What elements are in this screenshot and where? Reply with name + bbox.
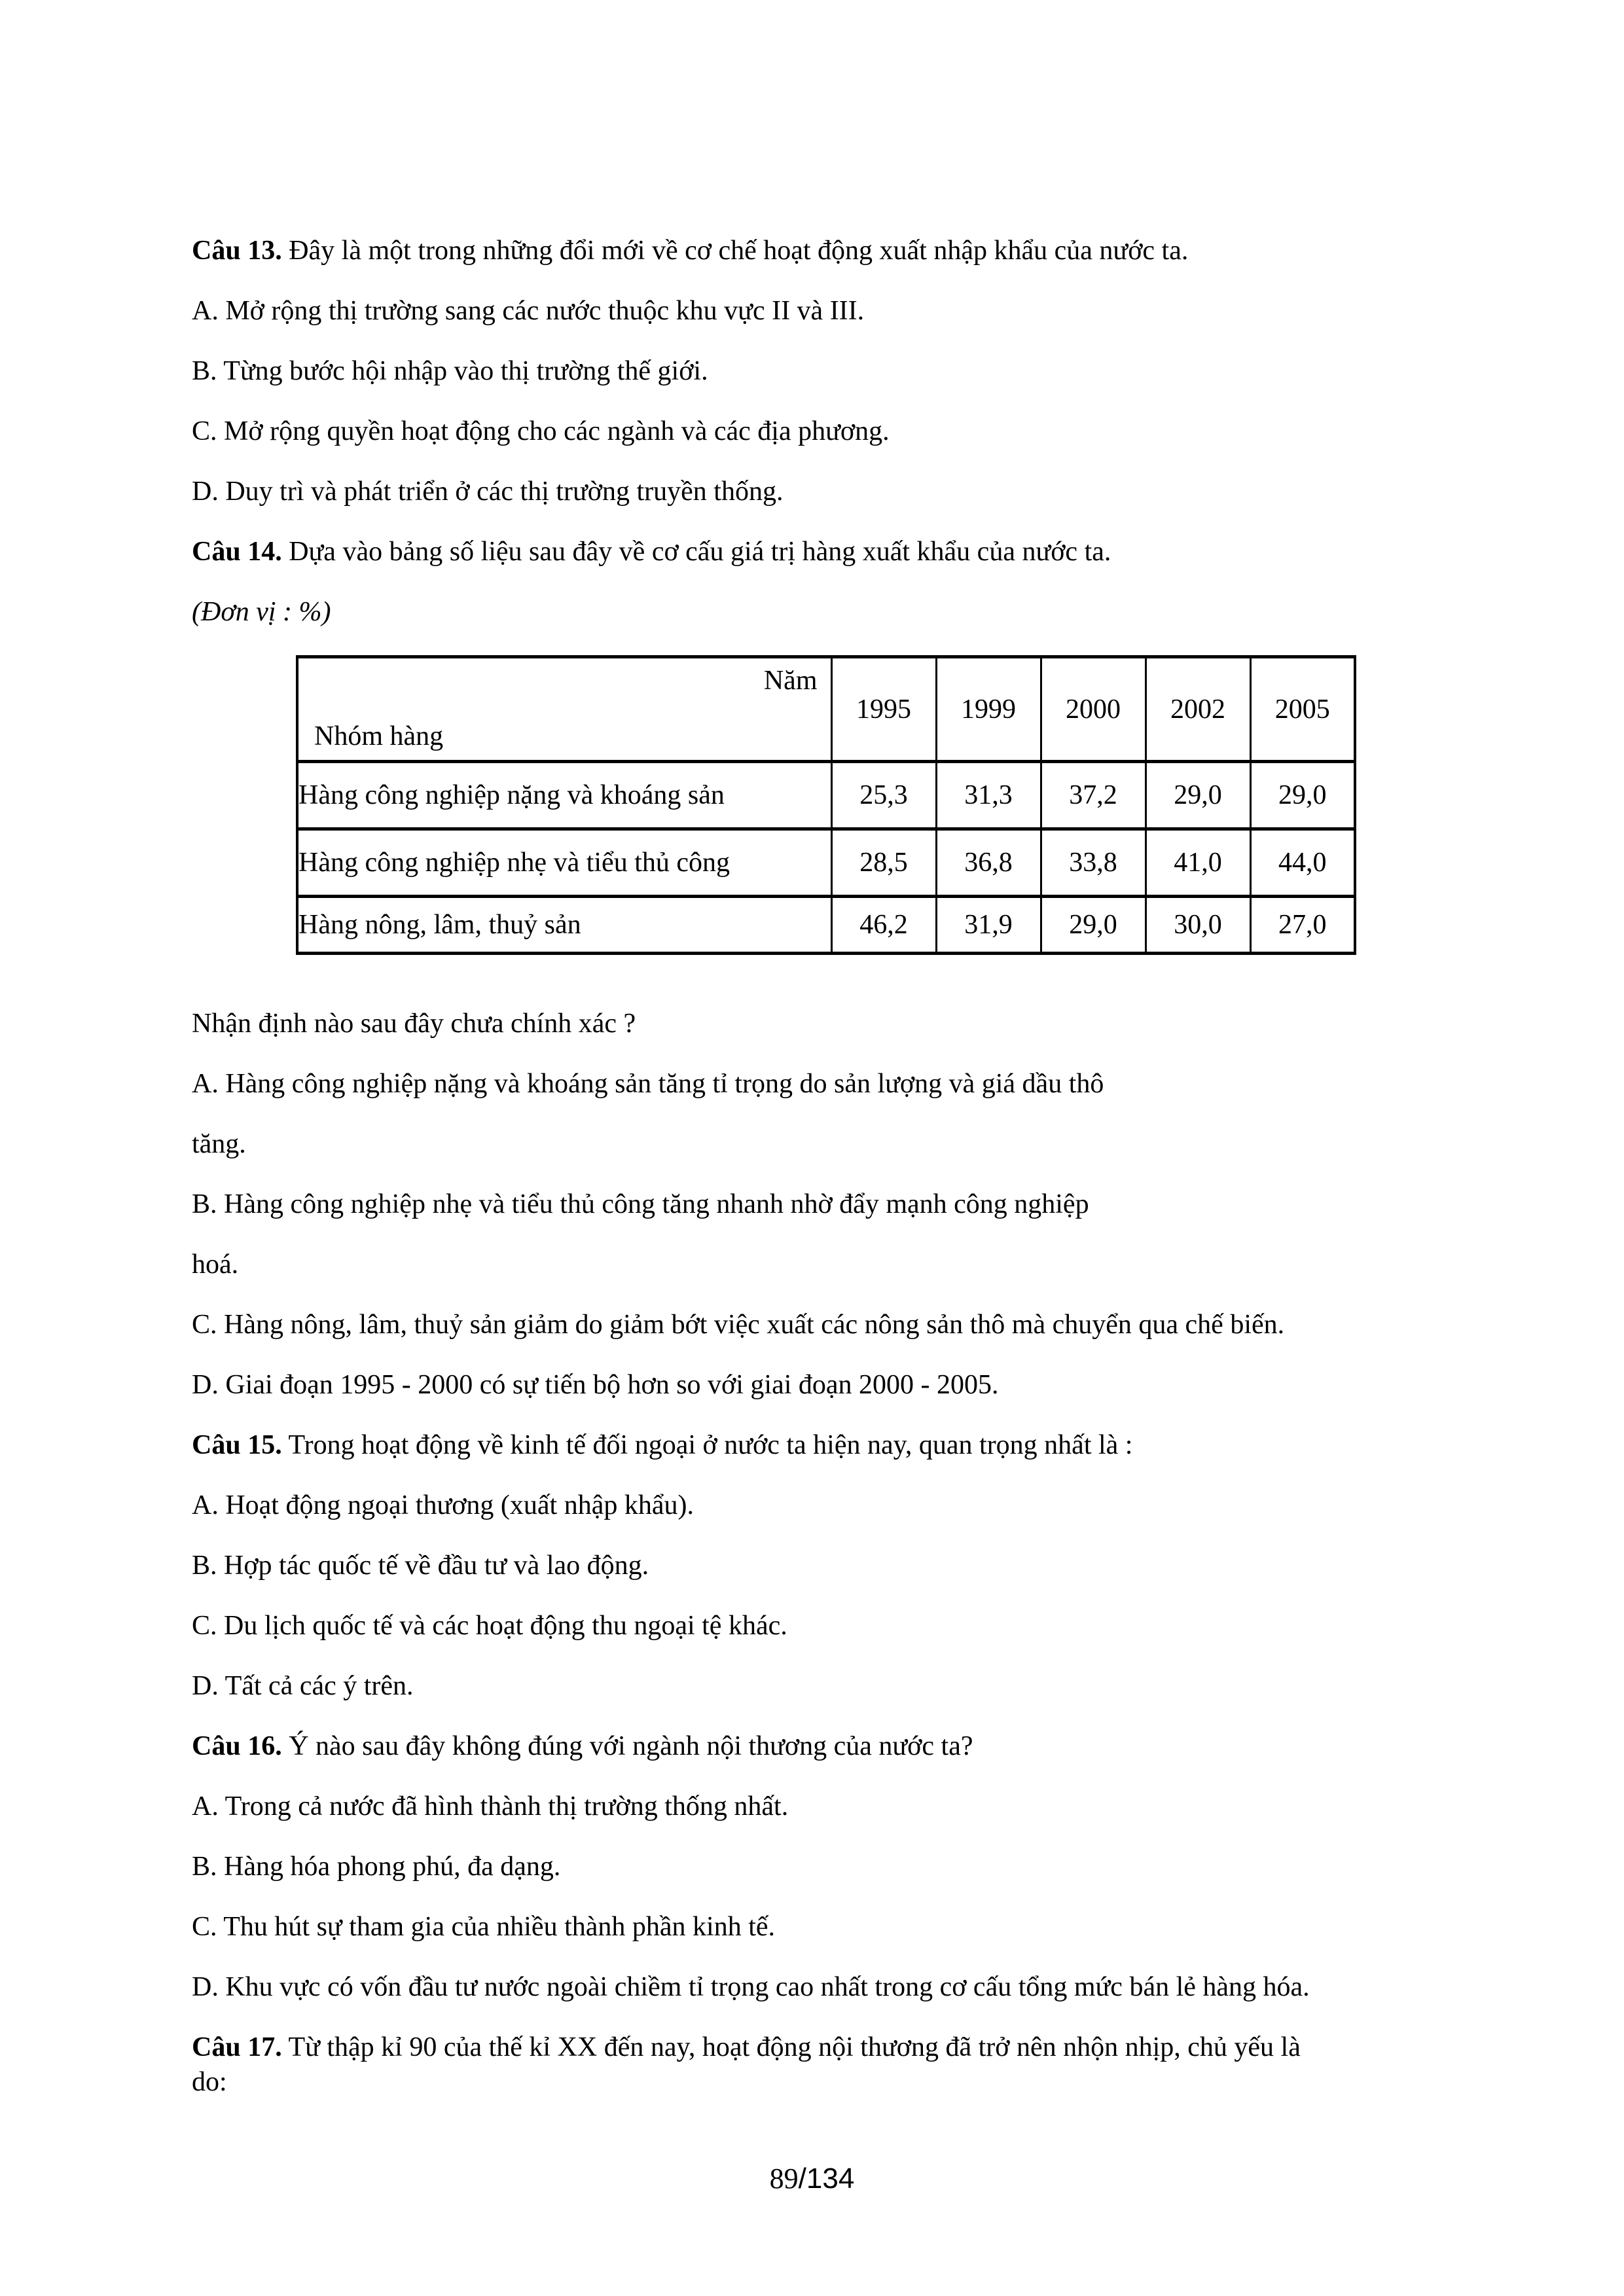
question-13-number: Câu 13. (192, 236, 282, 266)
year-header-cell: 1995 (831, 657, 936, 762)
option-d-q13: D. Duy trì và phát triển ở các thị trường truyền thống. (192, 476, 784, 507)
corner-label-group: Nhóm hàng (314, 721, 444, 751)
year-header-cell: 1999 (936, 657, 1041, 762)
continuation-line: do: (192, 2067, 227, 2097)
question-15-number: Câu 15. (192, 1430, 282, 1460)
question-prompt-line: Nhận định nào sau đây chưa chính xác ? (192, 1009, 636, 1039)
question-14-text: Dựa vào bảng số liệu sau đây về cơ cấu giá trị hàng xuất khẩu của nước ta. (281, 537, 1111, 567)
continuation-line: tăng. (192, 1129, 246, 1159)
option-b-q16: B. Hàng hóa phong phú, đa dạng. (192, 1852, 561, 1882)
question-16-number: Câu 16. (192, 1731, 282, 1761)
option-d-q16: D. Khu vực có vốn đầu tư nước ngoài chiềm tỉ trọng cao nhất trong cơ cấu tổng mức bán lẻ hàng hóa. (192, 1972, 1310, 2002)
table-row (297, 829, 1355, 897)
table-unit-note: (Đơn vị : %) (192, 597, 331, 627)
page-number-current: 89 (769, 2162, 799, 2195)
corner-label-year: Năm (763, 666, 818, 696)
value-cell: 27,0 (1250, 897, 1355, 954)
row-label-cell: Hàng nông, lâm, thuỷ sản (297, 897, 831, 954)
year-header-cell: 2002 (1146, 657, 1250, 762)
question-13-line (192, 234, 1455, 268)
option-b-q14: B. Hàng công nghiệp nhẹ và tiểu thủ công tăng nhanh nhờ đẩy mạnh công nghiệp (192, 1189, 1089, 1219)
table-row (297, 897, 1355, 954)
option-c-q16: C. Thu hút sự tham gia của nhiều thành phần kinh tế. (192, 1912, 776, 1942)
option-b-q15: B. Hợp tác quốc tế về đầu tư và lao động. (192, 1551, 649, 1581)
year-header-cell: 2005 (1250, 657, 1355, 762)
page-number (0, 2161, 1624, 2196)
row-label-cell: Hàng công nghiệp nặng và khoáng sản (297, 762, 831, 829)
value-cell: 33,8 (1041, 829, 1146, 897)
option-b-q13: B. Từng bước hội nhập vào thị trường thế giới. (192, 356, 708, 386)
value-cell: 36,8 (936, 829, 1041, 897)
question-15-text: Trong hoạt động về kinh tế đối ngoại ở nước ta hiện nay, quan trọng nhất là : (281, 1430, 1133, 1460)
value-cell: 44,0 (1250, 829, 1355, 897)
value-cell: 46,2 (831, 897, 936, 954)
question-16-text: Ý nào sau đây không đúng với ngành nội thương của nước ta? (281, 1731, 973, 1761)
value-cell: 25,3 (831, 762, 936, 829)
question-17-line (192, 2030, 1455, 2065)
value-cell: 41,0 (1146, 829, 1250, 897)
option-a-q13: A. Mở rộng thị trường sang các nước thuộc khu vực II và III. (192, 296, 865, 326)
question-16-line (192, 1729, 1455, 1764)
value-cell: 30,0 (1146, 897, 1250, 954)
table-row (297, 762, 1355, 829)
option-d-q14: D. Giai đoạn 1995 - 2000 có sự tiến bộ hơn so với giai đoạn 2000 - 2005. (192, 1370, 999, 1400)
option-a-q15: A. Hoạt động ngoại thương (xuất nhập khẩu). (192, 1490, 694, 1520)
page-number-separator: / (798, 2162, 806, 2195)
question-13-text: Đây là một trong những đổi mới về cơ chế hoạt động xuất nhập khẩu của nước ta. (281, 236, 1189, 266)
value-cell: 29,0 (1250, 762, 1355, 829)
option-a-q16: A. Trong cả nước đã hình thành thị trường thống nhất. (192, 1791, 789, 1821)
page-number-total: 134 (806, 2162, 855, 2195)
question-14-line (192, 535, 1455, 569)
value-cell: 28,5 (831, 829, 936, 897)
question-15-line (192, 1428, 1455, 1463)
document-body (192, 234, 1455, 2125)
value-cell: 37,2 (1041, 762, 1146, 829)
row-label-cell: Hàng công nghiệp nhẹ và tiểu thủ công (297, 829, 831, 897)
option-d-q15: D. Tất cả các ý trên. (192, 1671, 414, 1701)
data-table (296, 655, 1356, 955)
option-c-q15: C. Du lịch quốc tế và các hoạt động thu ngoại tệ khác. (192, 1611, 787, 1641)
value-cell: 31,3 (936, 762, 1041, 829)
continuation-line: hoá. (192, 1249, 239, 1280)
value-cell: 29,0 (1041, 897, 1146, 954)
question-17-number: Câu 17. (192, 2032, 282, 2062)
year-header-cell: 2000 (1041, 657, 1146, 762)
value-cell: 29,0 (1146, 762, 1250, 829)
corner-cell (297, 657, 831, 762)
value-cell: 31,9 (936, 897, 1041, 954)
option-c-q14: C. Hàng nông, lâm, thuỷ sản giảm do giảm bớt việc xuất các nông sản thô mà chuyển qua chế biến. (192, 1310, 1285, 1340)
option-c-q13: C. Mở rộng quyền hoạt động cho các ngành và các địa phương. (192, 416, 890, 446)
question-14-number: Câu 14. (192, 537, 282, 567)
option-a-q14: A. Hàng công nghiệp nặng và khoáng sản tăng tỉ trọng do sản lượng và giá dầu thô (192, 1069, 1104, 1099)
table-header-row (297, 657, 1355, 762)
question-17-text: Từ thập kỉ 90 của thế kỉ XX đến nay, hoạt động nội thương đã trở nên nhộn nhịp, chủ yếu là (281, 2032, 1301, 2062)
